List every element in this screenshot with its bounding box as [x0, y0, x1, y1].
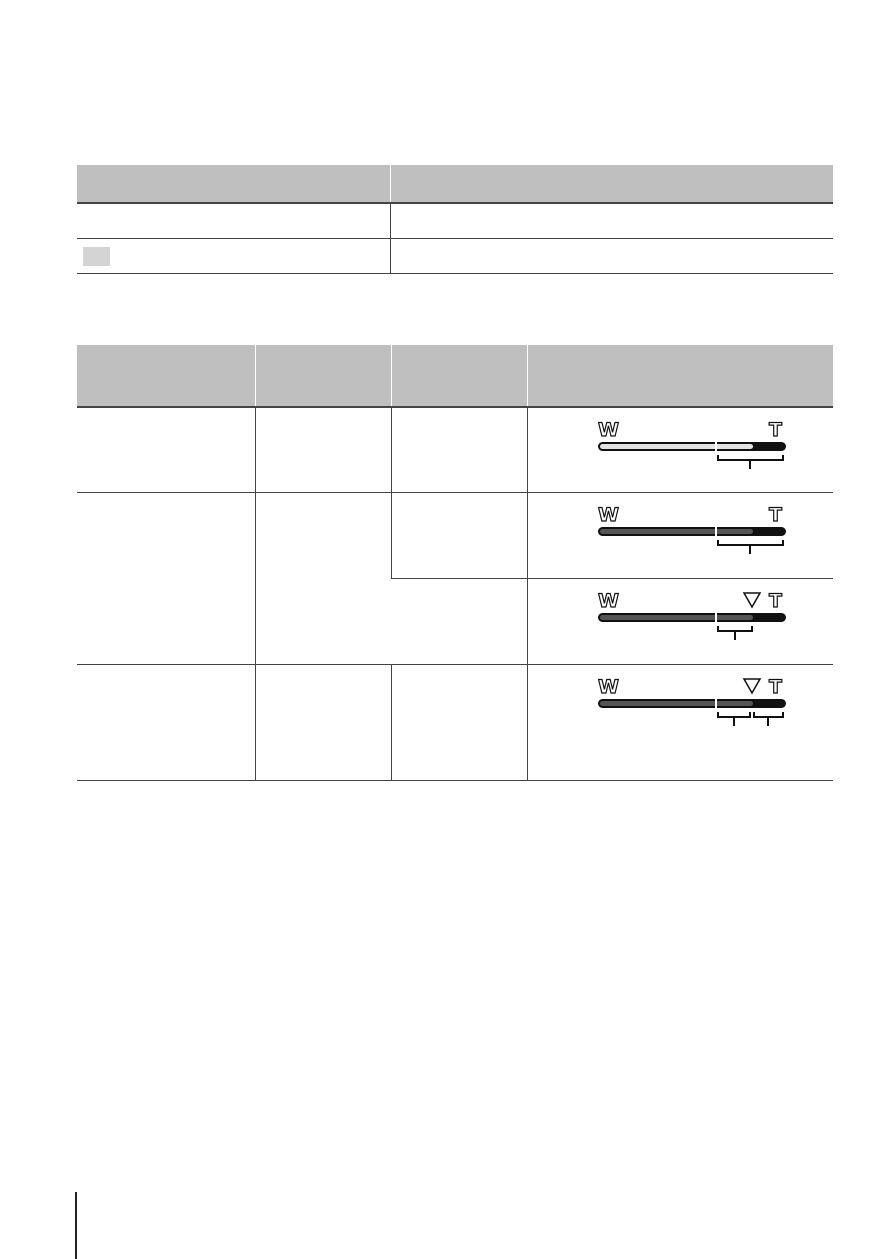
table-cell — [527, 665, 833, 781]
page-margin-rule — [75, 1192, 77, 1259]
table-cell — [391, 665, 527, 781]
zoom-bar-icon — [596, 417, 796, 472]
table-2-header-col-1 — [77, 345, 255, 407]
table-cell — [391, 493, 527, 579]
table-cell — [390, 203, 833, 239]
table-row — [77, 665, 833, 781]
table-1 — [77, 165, 833, 274]
triangle-marker-icon — [744, 593, 760, 607]
table-cell — [77, 407, 255, 493]
zoom-bar-wide-label: W — [597, 676, 619, 698]
zoom-bar-icon — [596, 588, 796, 643]
table-row — [77, 407, 833, 493]
table-row — [77, 239, 833, 274]
table-cell — [77, 493, 255, 665]
bracket-icon — [718, 626, 752, 631]
zoom-bar-tele-label: T — [768, 590, 782, 612]
table-cell — [391, 579, 527, 665]
zoom-bar-icon — [596, 674, 796, 734]
zoom-bar-icon — [596, 502, 796, 557]
triangle-marker-icon — [744, 679, 760, 693]
zoom-bar-tele-label: T — [768, 419, 782, 441]
bracket-icon — [718, 540, 783, 545]
table-1-header — [77, 165, 833, 203]
bracket-icon — [718, 712, 750, 717]
table-2-header-col-2 — [255, 345, 391, 407]
table-cell — [77, 665, 255, 781]
table-2-header-col-4 — [527, 345, 833, 407]
table-1-header-col-2 — [390, 165, 833, 203]
table-2-header-col-3 — [391, 345, 527, 407]
table-row — [77, 493, 833, 579]
table-cell — [255, 493, 391, 665]
table-cell — [391, 407, 527, 493]
table-2 — [77, 345, 833, 781]
table-row — [77, 203, 833, 239]
table-cell — [527, 493, 833, 579]
zoom-bar-wide-label: W — [597, 504, 619, 526]
zoom-bar-wide-label: W — [597, 590, 619, 612]
bracket-icon — [718, 455, 783, 460]
bracket-icon — [754, 712, 783, 717]
table-cell — [255, 407, 391, 493]
table-cell — [527, 579, 833, 665]
zoom-bar-tele-label: T — [768, 676, 782, 698]
table-cell — [77, 239, 390, 274]
zoom-bar-tele-label: T — [768, 504, 782, 526]
table-cell — [255, 665, 391, 781]
table-2-header — [77, 345, 833, 407]
table-1-header-col-1 — [77, 165, 390, 203]
zoom-bar-wide-label: W — [597, 419, 619, 441]
table-cell — [390, 239, 833, 274]
gray-swatch-icon — [83, 247, 110, 266]
table-cell — [527, 407, 833, 493]
table-cell — [77, 203, 390, 239]
